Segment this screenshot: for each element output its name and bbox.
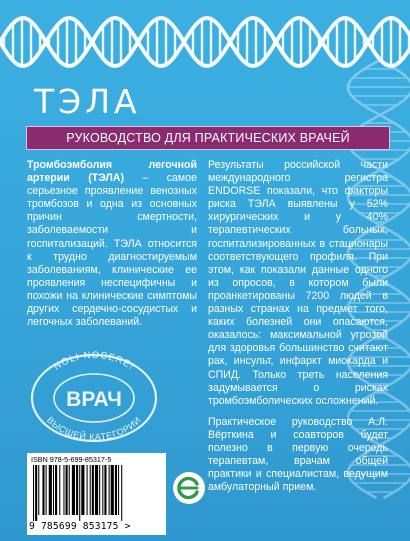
stamp-bottom-text: ВЫСШЕЙ КАТЕГОРИИ <box>45 414 144 443</box>
svg-text:ВЫСШЕЙ КАТЕГОРИИ <box>45 415 143 442</box>
lead-rest-text: – самое серьезное проявление венозных тромбозов и одна из основных причин смертности, заболеваемости и госпитализаций. ТЭЛА относится к трудно диагностируемым заболеваниям, клинические ее проявления неспецифичны и похожи на клинические симптомы других сердечно-сосудистых и легочных заболеваний. <box>27 172 197 329</box>
isbn-barcode <box>27 453 166 535</box>
doctor-stamp-icon <box>24 348 164 444</box>
svg-text:NOLI NOCERE! <box>52 350 136 373</box>
barcode-digits: 9 785699 853175 > <box>29 521 131 532</box>
left-description <box>27 159 197 337</box>
lead-bold-text: Тромбоэмболия легочной артерии (ТЭЛА) <box>27 159 197 185</box>
publisher-e-logo-icon <box>172 471 206 505</box>
right-paragraph-1: Результаты российской части международного регистра ENDORSE показали, что факторы риска ТЭЛА выявлены у 52% хирургических и у 40% терапевтических больных, госпитализированных в стационары соответствующего профиля. При этом, как показали данные одного из опросов, в котором были проанкетированы 7200 людей в разных странах на предмет того, каких болезней они опасаются, оказалось: максимальной угрозой для здоровья большинство считают рак, инсульт, инфаркт миокарда и СПИД. Только треть населения задумывается о рисках тромбоэмболических осложнений. <box>208 159 388 407</box>
right-description <box>208 159 388 502</box>
book-title: ТЭЛА <box>34 82 141 121</box>
stamp-top-text: NOLI NOCERE! <box>51 349 137 373</box>
left-paragraph <box>27 159 197 329</box>
barcode-bars <box>33 465 161 521</box>
stamp-center-text: ВРАЧ <box>66 388 122 411</box>
subtitle-banner <box>26 126 390 150</box>
subtitle-text: РУКОВОДСТВО ДЛЯ ПРАКТИЧЕСКИХ ВРАЧЕЙ <box>66 131 350 145</box>
right-paragraph-2: Практическое руководство А.Л. Вёрткина и соавторов будет полезно в первую очередь терапевтам, врачам общей практики и специалистам, ведущим амбулаторный прием. <box>208 415 388 494</box>
isbn-text: ISBN 978-5-699-85317-5 <box>31 455 112 464</box>
